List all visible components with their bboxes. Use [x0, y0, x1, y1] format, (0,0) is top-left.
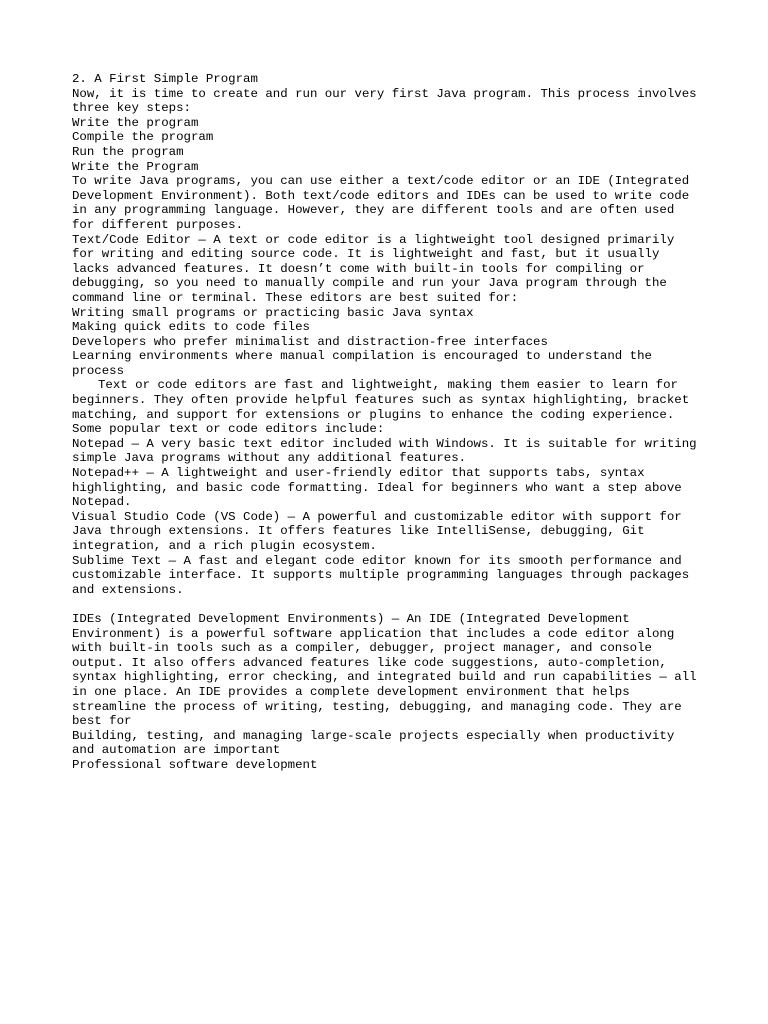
editor-item-sublime-text: Sublime Text — A fast and elegant code editor known for its smooth performance and customizable interface. It supports multiple programming languages through packages and extensions.	[72, 553, 690, 597]
ide-paragraph: IDEs (Integrated Development Environments) — An IDE (Integrated Development Environment) is a powerful software application that includes a code editor along with built-in tools such as a compiler, debugger, project manager, and console output. It also offers advanced features like code suggestions, auto-completion, syntax highlighting, error checking, and integrated build and run capabilities — all in one place. An IDE provides a complete development environment that helps streamline the process of writing, testing, debugging, and managing code. They are best for	[72, 611, 697, 729]
step-item: Write the program	[72, 115, 199, 130]
section-heading: 2. A First Simple Program	[72, 72, 258, 86]
editor-item-notepad: Notepad — A very basic text editor included with Windows. It is suitable for writing simple Java programs without any additional features.	[72, 436, 697, 466]
list-item: Writing small programs or practicing basic Java syntax	[72, 305, 474, 320]
editor-item-vs-code: Visual Studio Code (VS Code) — A powerful and customizable editor with support for Java through extensions. It offers features like IntelliSense, debugging, Git integration, and a rich plugin ecosystem.	[72, 509, 682, 553]
editor-benefits-paragraph: Text or code editors are fast and lightweight, making them easier to learn for beginners. They often provide helpful features such as syntax highlighting, bracket matching, and support for extensions or plugins to enhance the coding experience.	[72, 378, 690, 422]
intro-paragraph: Now, it is time to create and run our very first Java program. This process involves three key steps:	[72, 86, 697, 116]
popular-editors-intro: Some popular text or code editors include:	[72, 422, 385, 437]
step-item: Compile the program	[72, 130, 214, 145]
subsection-heading: Write the Program	[72, 159, 199, 174]
text-editor-paragraph: Text/Code Editor — A text or code editor is a lightweight tool designed primarily for writing and editing source code. It is lightweight and fast, but it usually lacks advanced features. It doesn’t come with built-in tools for compiling or debugging, so you need to manually compile and run your Java program through the command line or terminal. These editors are best suited for:	[72, 232, 675, 305]
step-item: Run the program	[72, 144, 184, 159]
list-item: Learning environments where manual compilation is encouraged to understand the process	[72, 349, 652, 378]
paragraph-spacer	[72, 597, 712, 612]
list-item: Professional software development	[72, 757, 318, 772]
list-item: Building, testing, and managing large-scale projects especially when productivity and automation are important	[72, 728, 675, 758]
write-intro-paragraph: To write Java programs, you can use either a text/code editor or an IDE (Integrated Development Environment). Both text/code editors and IDEs can be used to write code in any programming language. However, they are different tools and are often used for different purposes.	[72, 174, 690, 232]
editor-item-notepad-plus-plus: Notepad++ — A lightweight and user-friendly editor that supports tabs, syntax highlighting, and basic code formatting. Ideal for beginners who want a step above Notepad.	[72, 466, 682, 510]
list-item: Making quick edits to code files	[72, 320, 310, 335]
document-page	[72, 72, 712, 773]
list-item: Developers who prefer minimalist and distraction-free interfaces	[72, 334, 548, 349]
